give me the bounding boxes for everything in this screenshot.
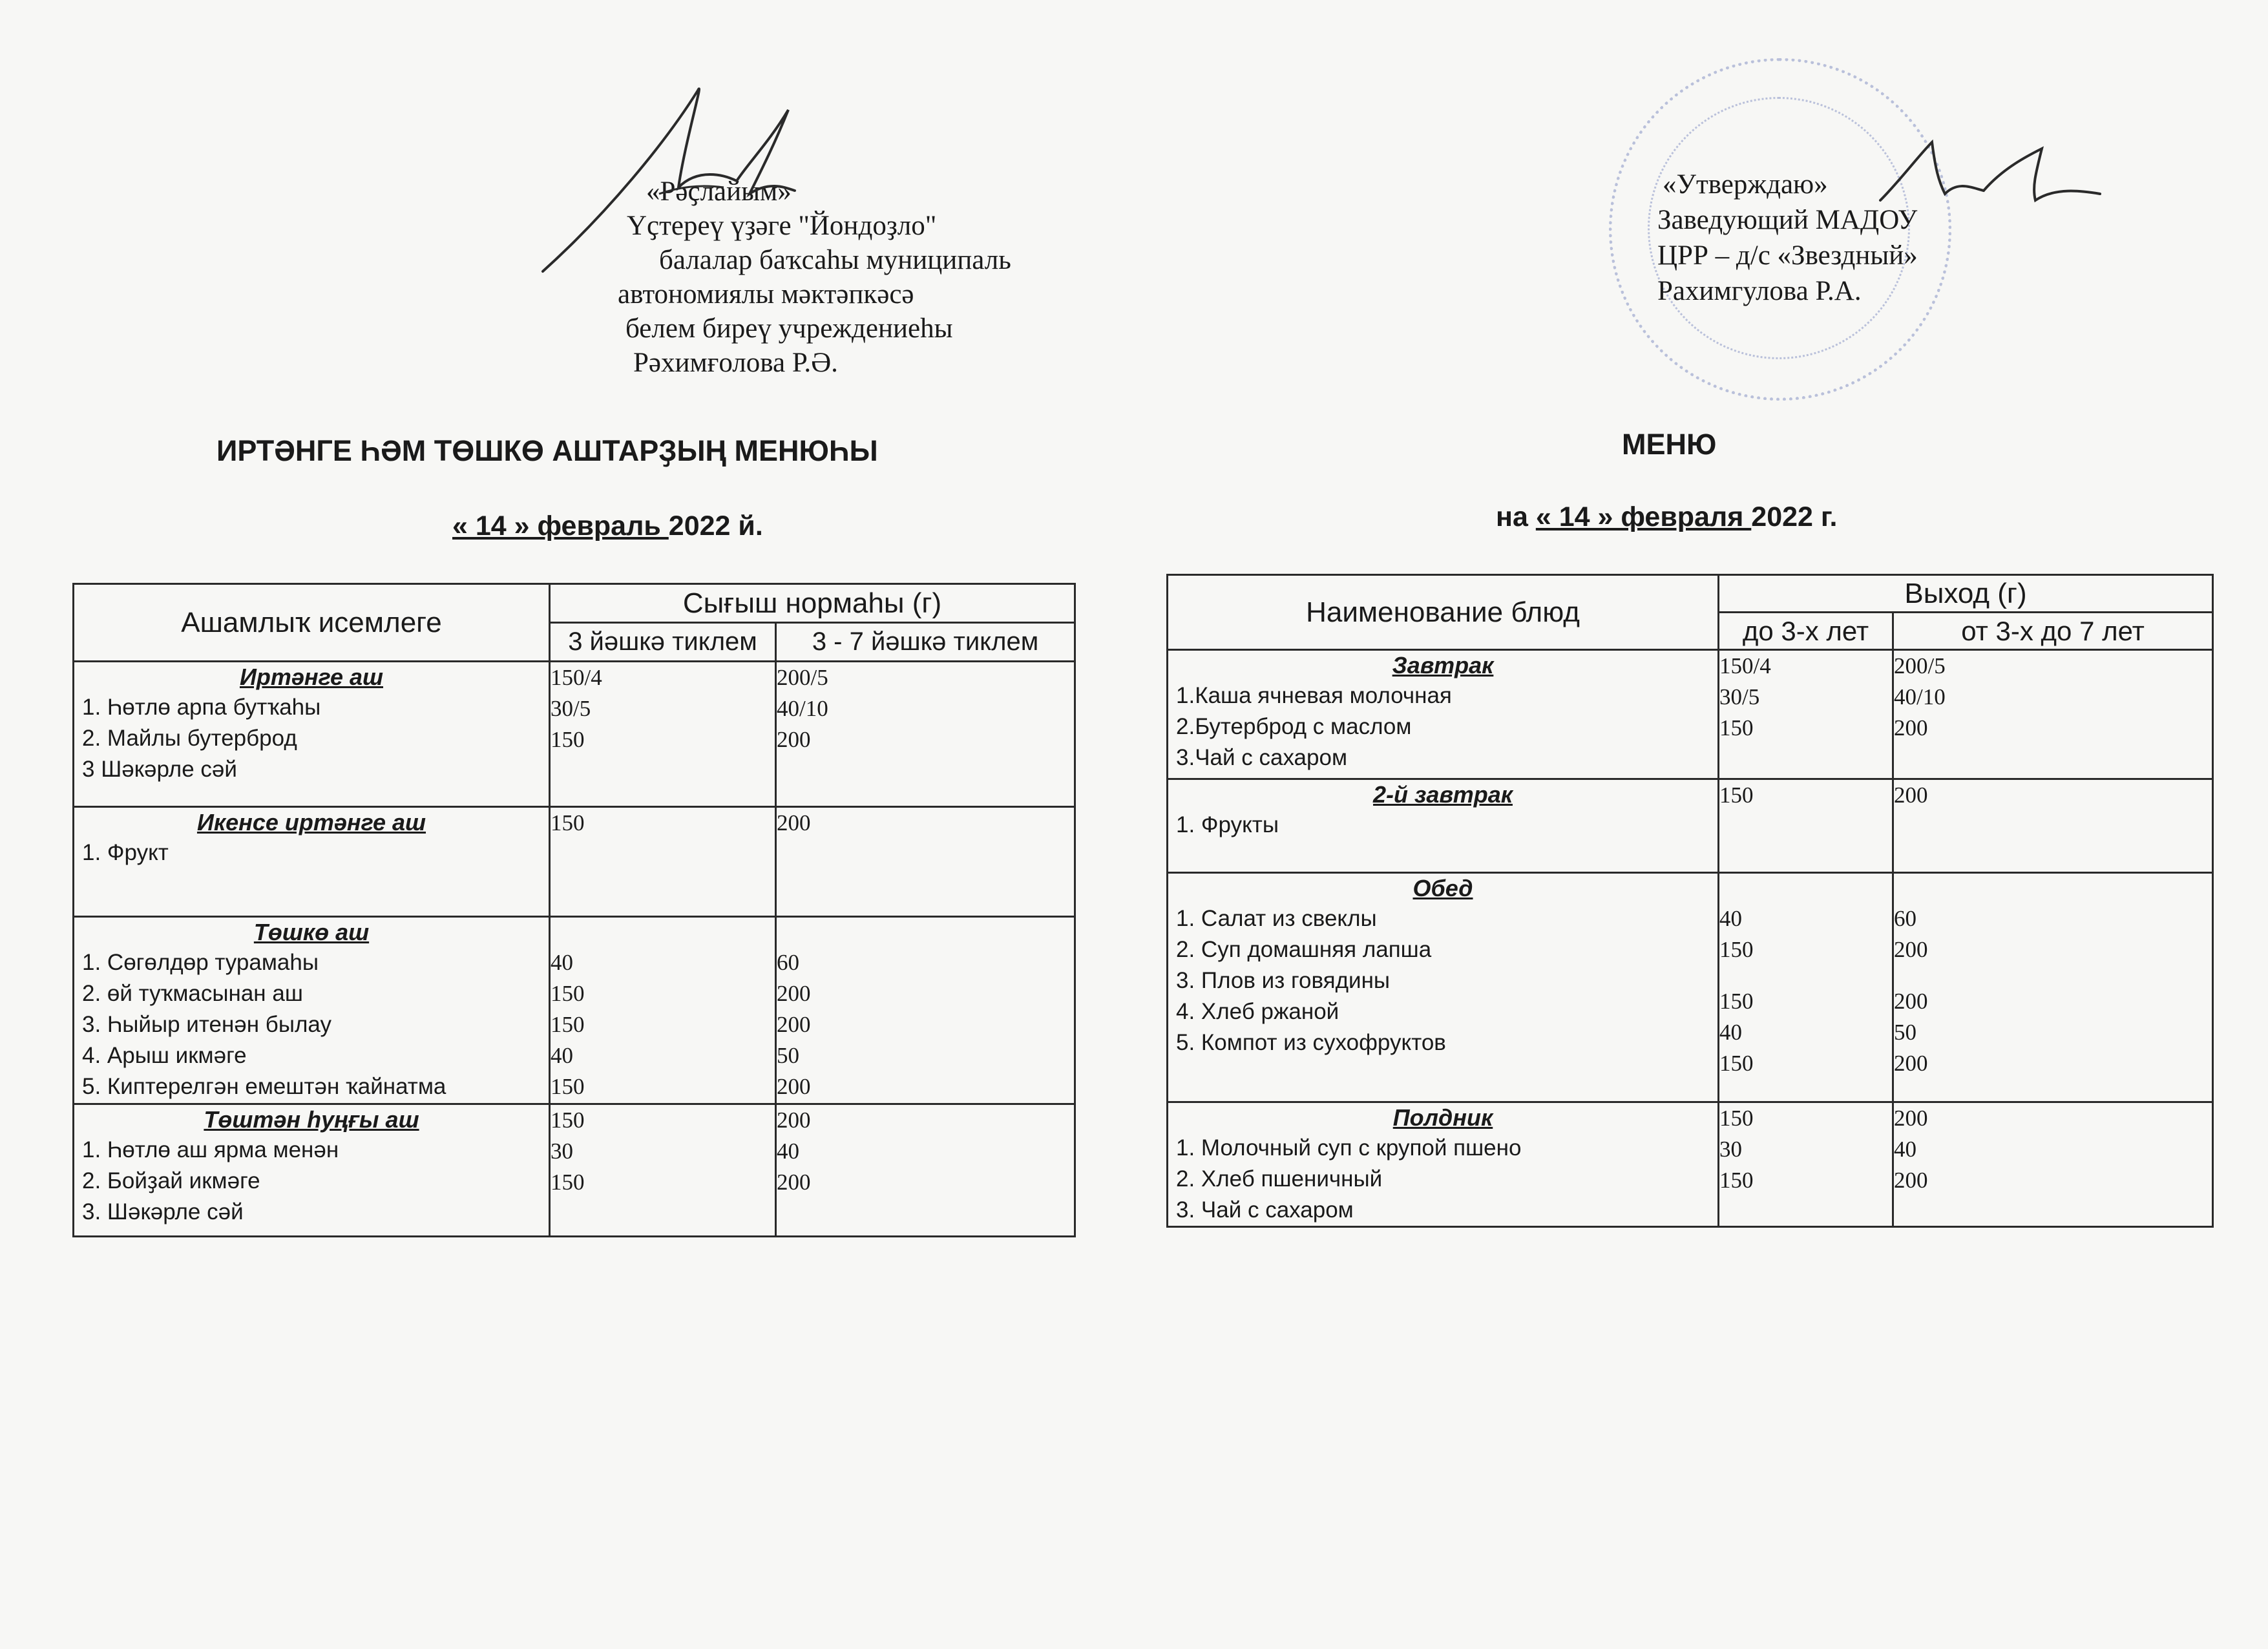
left-date-day: « 14 » февраль	[452, 510, 669, 541]
right-meal-title: Обед	[1412, 875, 1473, 901]
dish-item: 1.Каша ячневая молочная	[1176, 683, 1452, 708]
left-approval-line: автономиялы мәктәпкәсә	[618, 279, 914, 310]
qty-value: 150/4	[551, 665, 602, 690]
qty-value: 40	[1894, 1137, 1916, 1162]
right-date-prefix: на	[1496, 501, 1536, 532]
right-header-dish-name: Наименование блюд	[1168, 575, 1719, 650]
dish-item: 1. Сөгөлдөр турамаһы	[82, 950, 319, 975]
qty-value: 200	[777, 1012, 811, 1037]
left-meal-row	[74, 662, 1075, 807]
dish-item: 1. Салат из свеклы	[1176, 906, 1377, 931]
qty-value: 200	[777, 727, 811, 752]
dish-item: 4. Арыш икмәге	[82, 1043, 247, 1068]
right-meal-title: Завтрак	[1392, 652, 1494, 678]
dish-item: 1. Молочный суп с крупой пшено	[1176, 1135, 1522, 1161]
qty-value: 200/5	[777, 665, 828, 690]
left-meal-title: Төшкө аш	[253, 919, 370, 945]
qty-value: 30	[551, 1139, 573, 1164]
qty-value: 40	[551, 1043, 573, 1068]
right-header-col-young: до 3-х лет	[1719, 613, 1893, 650]
dish-item: 2. Майлы бутерброд	[82, 726, 297, 751]
left-signature	[530, 65, 801, 284]
right-approval-block	[1657, 167, 1918, 309]
dish-item: 1. Фрукты	[1176, 812, 1279, 837]
dish-item: 3. Шәкәрле сәй	[82, 1199, 244, 1224]
right-header-col-older: от 3-х до 7 лет	[1893, 613, 2213, 650]
left-date-year: 2022 й.	[668, 510, 763, 541]
dish-item: 3. Чай с сахаром	[1176, 1197, 1354, 1223]
qty-value: 200	[777, 1170, 811, 1195]
qty-value: 50	[777, 1043, 799, 1068]
left-approval-line: «Рәҫлайым»	[646, 176, 792, 207]
qty-value: 30/5	[551, 696, 591, 721]
qty-value: 200	[777, 981, 811, 1006]
qty-value: 200	[1894, 715, 1928, 740]
qty-value: 200	[1894, 1106, 1928, 1131]
dish-item: 3. Һыйыр итенән былау	[82, 1012, 331, 1037]
dish-item: 2. Хлеб пшеничный	[1176, 1166, 1383, 1192]
left-meal-row	[74, 917, 1075, 1104]
qty-value: 150	[1719, 782, 1754, 808]
qty-value: 40	[1719, 906, 1742, 931]
left-meal-title: Икенсе иртәнге аш	[196, 809, 426, 835]
qty-value: 200	[1894, 782, 1928, 808]
dish-item: 5. Компот из сухофруктов	[1176, 1030, 1446, 1055]
dish-item: 5. Киптерелгән емештән ҡайнатма	[82, 1074, 446, 1099]
right-header-output: Выход (г)	[1719, 575, 2213, 613]
qty-value: 200	[1894, 1168, 1928, 1193]
qty-value: 150	[1719, 1106, 1754, 1131]
left-meal-title: Иртәнге аш	[239, 664, 384, 690]
right-approval-line: Заведующий МАДОУ	[1657, 205, 1918, 235]
left-meal-row	[74, 1104, 1075, 1237]
qty-value: 200/5	[1894, 653, 1946, 678]
dish-item: 1. Фрукт	[82, 840, 169, 865]
right-meal-row	[1168, 873, 2213, 1102]
qty-value	[1894, 965, 2212, 986]
right-date	[1496, 501, 1837, 533]
dish-item: 2. Суп домашняя лапша	[1176, 937, 1432, 962]
qty-value: 200	[777, 810, 811, 835]
right-meal-title: 2-й завтрак	[1373, 781, 1513, 808]
qty-value: 150	[1719, 715, 1754, 740]
qty-value: 200	[777, 1108, 811, 1133]
qty-value: 200	[777, 1074, 811, 1099]
right-approval-line: Рахимгулова Р.А.	[1657, 276, 1862, 306]
qty-value: 150	[1719, 1168, 1754, 1193]
right-menu-table	[1166, 574, 2214, 1228]
qty-value: 30/5	[1719, 684, 1760, 709]
left-meal-row	[74, 807, 1075, 917]
left-header-col-young: 3 йәшкә тиклем	[550, 623, 776, 662]
right-approval-line: ЦРР – д/с «Звездный»	[1657, 240, 1918, 271]
qty-value: 30	[1719, 1137, 1742, 1162]
right-date-year: 2022 г.	[1751, 501, 1838, 532]
qty-value: 40	[551, 950, 573, 975]
qty-value: 150	[1719, 1051, 1754, 1076]
left-date	[452, 510, 763, 542]
qty-value: 60	[1894, 906, 1916, 931]
dish-item: 2. өй туҡмасынан аш	[82, 981, 303, 1006]
left-header-output: Сығыш нормаһы (г)	[550, 584, 1075, 623]
right-date-day: « 14 » февраля	[1535, 501, 1752, 532]
left-header-col-older: 3 - 7 йәшкә тиклем	[776, 623, 1075, 662]
left-meal-title: Төштән һуңғы аш	[204, 1106, 419, 1133]
qty-value: 150/4	[1719, 653, 1771, 678]
right-approval-line: «Утверждаю»	[1663, 169, 1828, 200]
left-approval-line: Рәхимғолова Р.Ә.	[633, 348, 838, 378]
left-title: ИРТӘНГЕ ҺӘМ ТӨШКӨ АШТАРҘЫҢ МЕНЮҺЫ	[216, 434, 878, 467]
qty-value: 40/10	[1894, 684, 1946, 709]
qty-value: 150	[551, 1170, 585, 1195]
qty-value: 200	[1894, 937, 1928, 962]
dish-item: 3 Шәкәрле сәй	[82, 757, 237, 782]
dish-item: 1. Һөтлө арпа бутҡаһы	[82, 695, 321, 720]
qty-value: 150	[551, 1074, 585, 1099]
dish-item: 2. Бойҙай икмәге	[82, 1168, 260, 1193]
left-approval-line: балалар баҡсаһы муниципаль	[659, 245, 1011, 275]
qty-value: 150	[551, 727, 585, 752]
right-meal-row	[1168, 779, 2213, 873]
left-menu-table	[72, 583, 1076, 1237]
qty-value: 150	[1719, 937, 1754, 962]
left-approval-line: белем биреү учреждениеһы	[625, 313, 953, 344]
right-meal-row	[1168, 650, 2213, 779]
left-approval-line: Үҫтереү үҙәге "Йондоҙло"	[627, 211, 937, 241]
right-title: МЕНЮ	[1622, 428, 1717, 461]
qty-value: 200	[1894, 1051, 1928, 1076]
qty-value: 40/10	[777, 696, 828, 721]
qty-value: 150	[551, 1108, 585, 1133]
qty-value: 40	[1719, 1020, 1742, 1045]
dish-item: 3.Чай с сахаром	[1176, 745, 1348, 770]
qty-value: 60	[777, 950, 799, 975]
qty-value: 150	[551, 810, 585, 835]
right-meal-title: Полдник	[1392, 1104, 1493, 1131]
dish-item: 2.Бутерброд с маслом	[1176, 714, 1412, 739]
dish-item: 1. Һөтлө аш ярма менән	[82, 1137, 339, 1162]
qty-value: 150	[551, 1012, 585, 1037]
qty-value: 200	[1894, 989, 1928, 1014]
left-header-dish-name: Ашамлыҡ исемлеге	[74, 584, 550, 662]
qty-value: 50	[1894, 1020, 1916, 1045]
dish-item: 4. Хлеб ржаной	[1176, 999, 1339, 1024]
dish-item: 3. Плов из говядины	[1176, 968, 1391, 993]
qty-value: 40	[777, 1139, 799, 1164]
qty-value: 150	[551, 981, 585, 1006]
qty-value: 150	[1719, 989, 1754, 1014]
right-meal-row	[1168, 1102, 2213, 1227]
qty-value	[1719, 965, 1892, 986]
